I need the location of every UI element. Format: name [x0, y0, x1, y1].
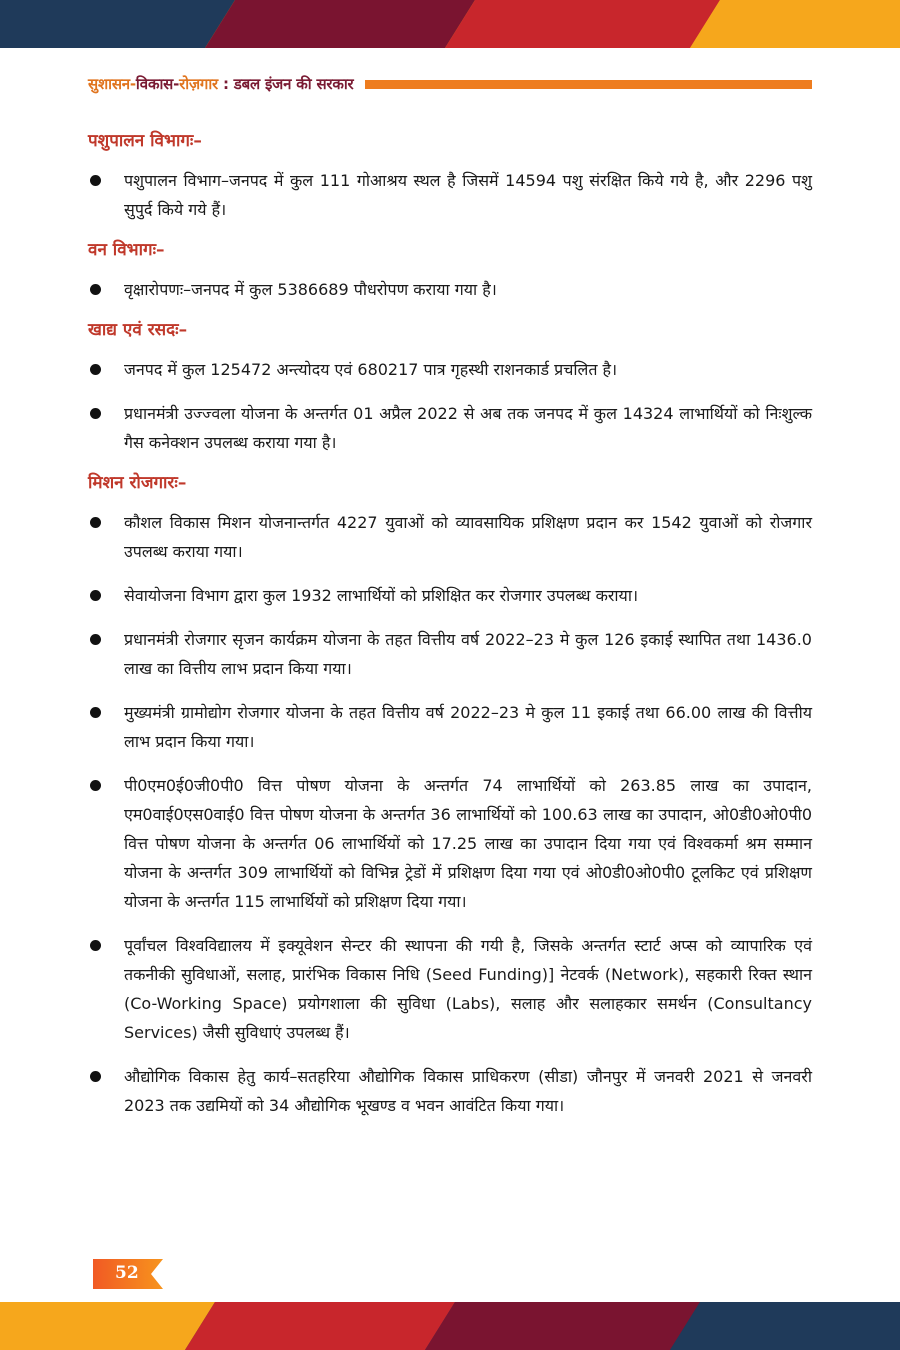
list-item: कौशल विकास मिशन योजनान्तर्गत 4227 युवाओं को व्यावसायिक प्रशिक्षण प्रदान कर 1542 युवाओं को रोजगार उपलब्ध कराया गया।: [88, 508, 812, 566]
top-decorative-band: [0, 0, 900, 48]
section-heading: वन विभागः–: [88, 240, 165, 260]
bullet-icon: [90, 364, 101, 375]
bottom-decorative-band: [0, 1302, 900, 1350]
running-header: [88, 72, 812, 96]
list-item: पी0एम0ई0जी0पी0 वित्त पोषण योजना के अन्तर्गत 74 लाभार्थियों को 263.85 लाख का उपादान, एम0वाई0एस0वाई0 वित्त पोषण योजना के अन्तर्गत 36 लाभार्थियों को 100.63 लाख का उपादान, ओ0डी0ओ0पी0 वित्त पोषण योजना के अन्तर्गत 06 लाभार्थियों को 17.25 लाख का उपादान दिया गया एवं विश्वकर्मा श्रम सम्मान योजना के अन्तर्गत 309 लाभार्थियों को विभिन्न ट्रेडों में प्रशिक्षण दिया गया एवं ओ0डी0ओ0पी0 टूलकिट एवं प्रशिक्षण योजना के अन्तर्गत 115 लाभार्थियों को प्रशिक्षण दिया गया।: [88, 771, 812, 916]
header-rule: [365, 80, 812, 89]
section-heading: मिशन रोजगारः–: [88, 473, 187, 493]
section-mission-employment: [88, 472, 812, 1120]
bullet-icon: [90, 940, 101, 951]
section-forest: [88, 239, 812, 304]
list-item: पशुपालन विभाग–जनपद में कुल 111 गोआश्रय स्थल है जिसमें 14594 पशु संरक्षित किये गये है, और 2296 पशु सुपुर्द किये गये हैं।: [88, 166, 812, 224]
page-content: [88, 130, 812, 1135]
list-item: जनपद में कुल 125472 अन्त्योदय एवं 680217 पात्र गृहस्थी राशनकार्ड प्रचलित है।: [88, 355, 812, 384]
bullet-icon: [90, 590, 101, 601]
list-item: औद्योगिक विकास हेतु कार्य–सतहरिया औद्योगिक विकास प्राधिकरण (सीडा) जौनपुर में जनवरी 2021 से जनवरी 2023 तक उद्यमियों को 34 औद्योगिक भूखण्ड व भवन आवंटित किया गया।: [88, 1062, 812, 1120]
section-food-supply: [88, 319, 812, 457]
section-heading: पशुपालन विभागः–: [88, 131, 202, 151]
running-header-title: सुशासन-विकास-रोज़गार : डबल इंजन की सरकार: [88, 75, 354, 93]
bullet-icon: [90, 707, 101, 718]
section-animal-husbandry: [88, 130, 812, 224]
list-item: प्रधानमंत्री रोजगार सृजन कार्यक्रम योजना के तहत वित्तीय वर्ष 2022–23 मे कुल 126 इकाई स्थापित तथा 1436.0 लाख का वित्तीय लाभ प्रदान किया गया।: [88, 625, 812, 683]
bullet-icon: [90, 517, 101, 528]
bullet-icon: [90, 284, 101, 295]
list-item: प्रधानमंत्री उज्ज्वला योजना के अन्तर्गत 01 अप्रैल 2022 से अब तक जनपद में कुल 14324 लाभार्थियों को निःशुल्क गैस कनेक्शन उपलब्ध कराया गया है।: [88, 399, 812, 457]
page-number-badge: [93, 1259, 163, 1289]
bullet-icon: [90, 780, 101, 791]
list-item: पूर्वांचल विश्वविद्यालय में इक्यूवेशन सेन्टर की स्थापना की गयी है, जिसके अन्तर्गत स्टार्ट अप्स को व्यापारिक एवं तकनीकी सुविधाओं, सलाह, प्रारंभिक विकास निधि (Seed Funding)] नेटवर्क (Network), सहकारी रिक्त स्थान (Co-Working Space) प्रयोगशाला की सुविधा (Labs), सलाह और सलाहकार समर्थन (Consultancy Services) जैसी सुविधाएं उपलब्ध हैं।: [88, 931, 812, 1047]
bullet-icon: [90, 634, 101, 645]
section-heading: खाद्य एवं रसदः–: [88, 320, 188, 340]
list-item: मुख्यमंत्री ग्रामोद्योग रोजगार योजना के तहत वित्तीय वर्ष 2022–23 मे कुल 11 इकाई तथा 66.00 लाख की वित्तीय लाभ प्रदान किया गया।: [88, 698, 812, 756]
page-number: 52: [115, 1263, 139, 1283]
list-item: वृक्षारोपणः–जनपद में कुल 5386689 पौधरोपण कराया गया है।: [88, 275, 812, 304]
bullet-icon: [90, 1071, 101, 1082]
list-item: सेवायोजना विभाग द्वारा कुल 1932 लाभार्थियों को प्रशिक्षित कर रोजगार उपलब्ध कराया।: [88, 581, 812, 610]
bullet-icon: [90, 408, 101, 419]
bullet-icon: [90, 175, 101, 186]
